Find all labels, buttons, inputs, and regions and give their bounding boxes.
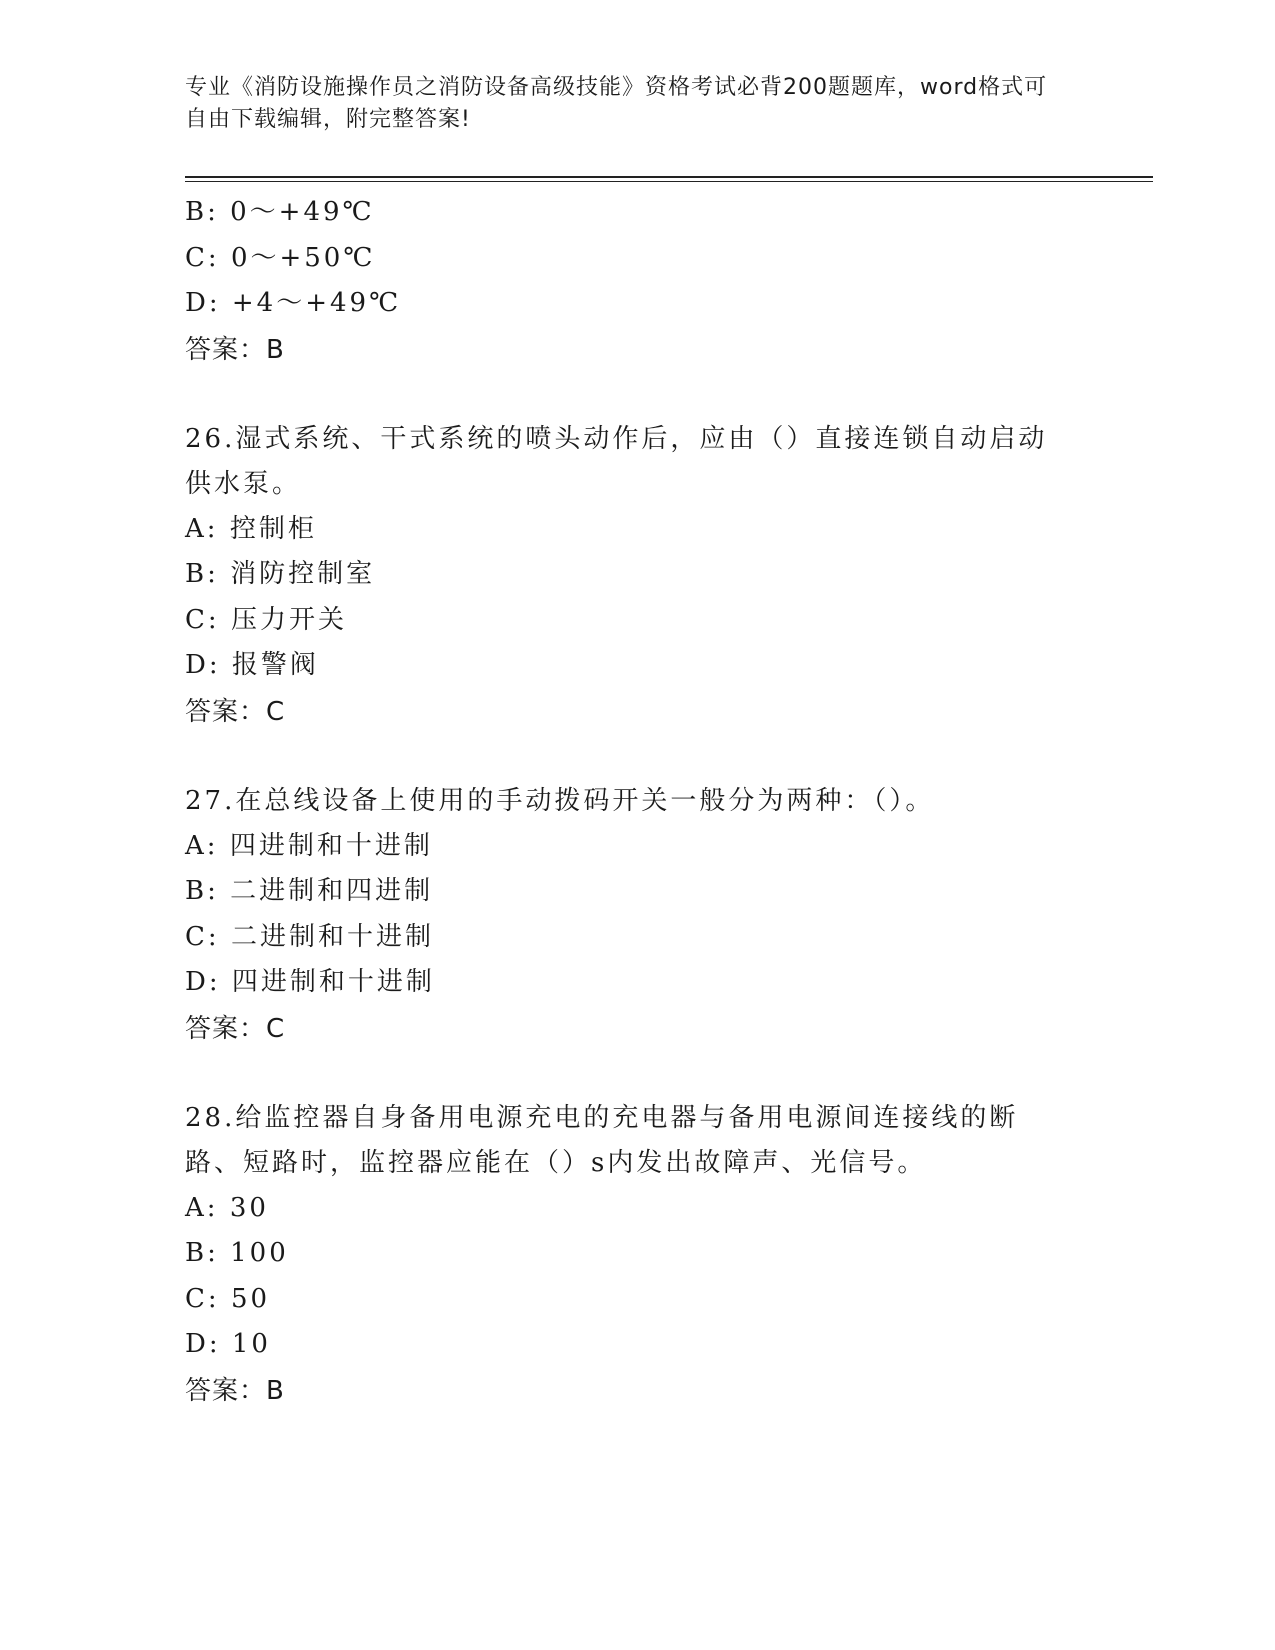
- option-line: B: 二进制和四进制: [185, 876, 434, 906]
- option-line: D: 10: [185, 1329, 271, 1359]
- question-block-26: [185, 417, 1085, 735]
- header-rule-thick: [185, 176, 1153, 178]
- option-line: D: +4～+49℃: [185, 288, 402, 318]
- option-line: D: 四进制和十进制: [185, 967, 435, 997]
- option-line: B: 100: [185, 1238, 289, 1268]
- question-text: 26.湿式系统、干式系统的喷头动作后，应由（）直接连锁自动启动供水泵。: [185, 423, 1048, 499]
- option-line: B: 0～+49℃: [185, 197, 375, 227]
- document-header: 专业《消防设施操作员之消防设备高级技能》资格考试必背200题题库，word格式可自由下载编辑，附完整答案!: [185, 75, 1048, 132]
- answer-line: 答案：C: [185, 696, 286, 727]
- option-line: C: 二进制和十进制: [185, 921, 434, 952]
- question-block-27: [185, 779, 1085, 1052]
- question-text: 28.给监控器自身备用电源充电的充电器与备用电源间连接线的断路、短路时，监控器应能在（）s内发出故障声、光信号。: [185, 1102, 1019, 1178]
- header-rule-thin: [185, 181, 1153, 182]
- question-block-28: [185, 1096, 1085, 1414]
- option-line: C: 0～+50℃: [185, 242, 376, 273]
- option-line: C: 压力开关: [185, 604, 347, 635]
- option-line: A: 30: [185, 1192, 269, 1223]
- answer-line: 答案：B: [185, 334, 285, 365]
- option-line: D: 报警阀: [185, 650, 319, 680]
- document-content: [185, 190, 1085, 1414]
- option-line: B: 消防控制室: [185, 559, 376, 589]
- question-text: 27.在总线设备上使用的手动拨码开关一般分为两种：（）。: [185, 785, 935, 816]
- answer-line: 答案：B: [185, 1375, 285, 1406]
- answer-line: 答案：C: [185, 1013, 286, 1044]
- question-block-25-partial: [185, 190, 1085, 373]
- option-line: C: 50: [185, 1283, 271, 1314]
- option-line: A: 控制柜: [185, 513, 317, 544]
- option-line: A: 四进制和十进制: [185, 830, 433, 861]
